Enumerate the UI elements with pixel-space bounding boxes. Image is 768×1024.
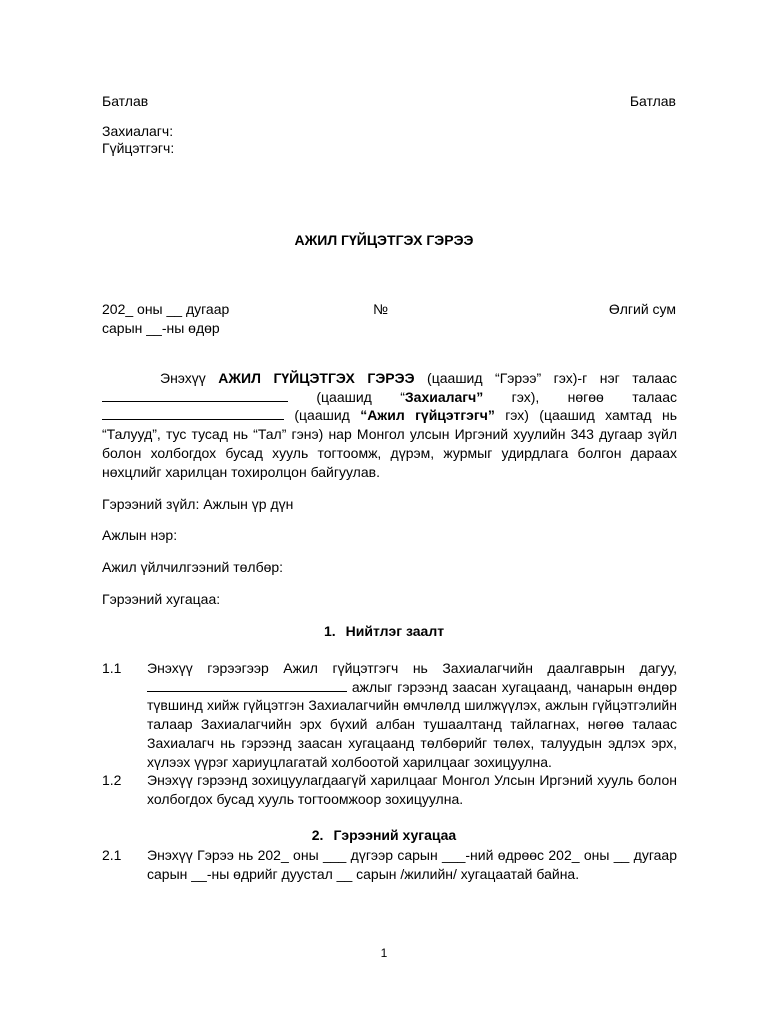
section-heading-1 [0, 622, 768, 640]
contract-number-label: № [373, 301, 389, 317]
approve-right: Батлав [629, 93, 676, 109]
location: Өлгий сум [608, 301, 676, 317]
clause-1-2 [102, 771, 677, 808]
blank-line [147, 678, 347, 692]
blank-line [102, 406, 284, 420]
section-heading-2 [0, 826, 768, 844]
clause-2-1 [102, 846, 677, 883]
intro-text: (цаашид “ [288, 388, 405, 405]
document-title: АЖИЛ ГҮЙЦЭТГЭХ ГЭРЭЭ [294, 232, 474, 248]
clause-number: 1.2 [102, 772, 122, 788]
section-title: Гэрээний хугацаа [333, 827, 457, 843]
clause-text: Энэхүү Гэрээ нь 202_ оны ___ дүгээр сарын ___-ний өдрөөс 202_ оны __ дугаар сарын __-ны өдрийг дуустал __ сарын /жилийн/ хугацаатай байна. [147, 847, 677, 882]
intro-text: (цаашид [284, 407, 361, 424]
intro-text: (цаашид “Гэрээ” гэх)-г нэг талаас [414, 370, 677, 386]
intro-bold-client: Захиалагч” [404, 388, 484, 405]
intro-bold-contractor: “Ажил гүйцэтгэгч” [360, 407, 495, 424]
clause-text [147, 659, 677, 771]
approve-left: Батлав [102, 93, 149, 109]
section-number: 2. [311, 827, 324, 843]
field-subject: Гэрээний зүйл: Ажлын үр дүн [102, 496, 294, 512]
intro-paragraph [102, 369, 677, 481]
clause-text-part: ажлыг гэрээнд заасан хугацаанд, чанарын өндөр түвшинд хийж гүйцэтгэн Захиалагчийн өмчлөлд шилжүүлэх, ажлын гүйцэтгэлийн талаар Захиалагчийн эрх бүхий албан тушаалтанд тайлагнах, нөгөө талаас Захиалагч нь гэрээнд заасан хугацаанд төлбөрийг төлөх, талуудын эдлэх эрх, хүлээх үүрэг хариуцлагатай холбоотой харилцааг зохицуулна. [147, 678, 677, 770]
date-line-1: 202_ оны __ дугаар [102, 301, 230, 317]
intro-bold-title: АЖИЛ ГҮЙЦЭТГЭХ ГЭРЭЭ [218, 370, 415, 386]
section-title: Нийтлэг заалт [345, 623, 445, 639]
clause-number: 1.1 [102, 660, 122, 676]
clause-text: Энэхүү гэрээнд зохицуулагдаагүй харилцааг Монгол Улсын Иргэний хууль болон холбогдох бусад хууль тогтоомжоор зохицуулна. [147, 772, 677, 807]
date-line-2: сарын __-ны өдөр [102, 320, 220, 336]
section-number: 1. [323, 623, 336, 639]
field-work-name: Ажлын нэр: [102, 527, 178, 543]
intro-text: гэх) (цаашид хамтад нь “Талууд”, тус тусад нь “Тал” гэнэ) нар Монгол улсын Иргэний хуулийн 343 дугаар зүйл болон холбогдох бусад хууль тогтоомж, дүрэм, журмыг удирдлага болгон дараах нөхцлийг харилцан тохиролцон байгуулав. [102, 407, 677, 480]
field-term: Гэрээний хугацаа: [102, 591, 221, 607]
clause-1-1 [102, 659, 677, 771]
field-fee: Ажил үйлчилгээний төлбөр: [102, 559, 284, 575]
page-number: 1 [380, 946, 388, 960]
contractor-label: Гүйцэтгэгч: [102, 140, 175, 156]
intro-text: Энэхүү [160, 370, 219, 386]
clause-number: 2.1 [102, 847, 122, 863]
clause-text-part: Энэхүү гэрээгээр Ажил гүйцэтгэгч нь Захиалагчийн даалгаврын дагуу, [147, 660, 677, 676]
blank-line [102, 388, 288, 402]
intro-text: гэх), нөгөө талаас [483, 388, 678, 405]
client-label: Захиалагч: [102, 123, 174, 139]
